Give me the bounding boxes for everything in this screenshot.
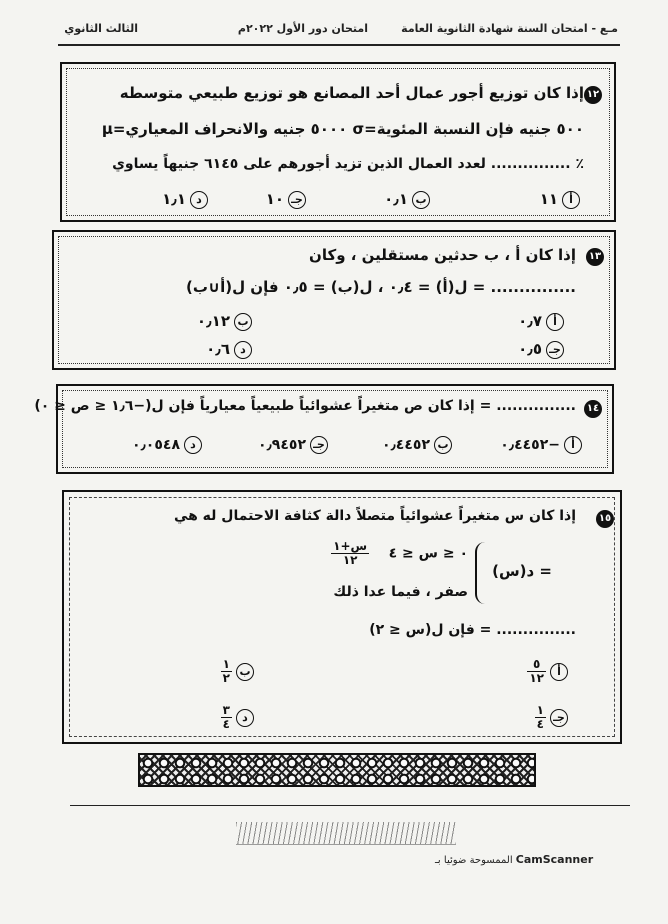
fraction-denominator: ٤ <box>536 717 544 731</box>
option-value: ٠٫١٢ <box>196 312 230 330</box>
question-text: إذا كان ص متغيراً عشوائياً طبيعياً معيارياً فإن ل(−١٫٦ ≤ ص ≤ ٠) = ............... <box>34 398 576 414</box>
answer-option[interactable] <box>162 190 208 209</box>
option-mark: د <box>184 436 202 454</box>
question-text: إذا كان توزيع أجور عمال أحد المصانع هو توزيع طبيعي متوسطه <box>119 84 584 102</box>
question-text: لعدد العمال الذين تزيد أجورهم على ٦١٤٥ جنيهاً يساوي ............... ٪ <box>112 156 584 172</box>
option-value: ٠٫٥ <box>518 340 542 358</box>
option-value: ٠٫٦ <box>206 340 230 358</box>
answer-option[interactable] <box>206 340 252 359</box>
answer-option[interactable] <box>540 190 580 209</box>
answer-option[interactable] <box>384 190 430 209</box>
option-fraction <box>221 658 232 685</box>
fraction-denominator: ١٢ <box>529 671 544 685</box>
option-mark: جـ <box>310 436 328 454</box>
answer-option[interactable] <box>518 312 564 331</box>
header-middle: امتحان دور الأول ٢٠٢٢م <box>237 22 368 35</box>
question-text: إذا كان س متغيراً عشوائياً متصلاً دالة كثافة الاحتمال له هي <box>173 508 576 524</box>
function-label: د(س) = <box>492 562 552 580</box>
answer-option[interactable] <box>266 190 306 209</box>
fraction-denominator: ٢ <box>222 671 230 685</box>
answer-option[interactable] <box>535 704 568 731</box>
option-value: ١٠ <box>265 190 284 208</box>
answer-option[interactable] <box>132 436 202 454</box>
answer-option[interactable] <box>197 312 252 331</box>
decorative-border-band <box>138 753 536 787</box>
option-value: ٠٫٩٤٥٢ <box>258 437 306 453</box>
fraction-denominator: ٤ <box>222 717 230 731</box>
page-header <box>58 22 618 42</box>
option-mark: جـ <box>550 709 568 727</box>
case-1-condition: ٠ ≤ س ≤ ٤ <box>388 545 468 562</box>
option-mark: ب <box>412 191 430 209</box>
option-value: ٠٫١ <box>384 190 408 208</box>
option-value: ٠٫٤٤٥٢ <box>382 437 430 453</box>
option-mark: د <box>190 191 208 209</box>
header-right: مـع - امتحان السنة شهادة الثانوية العامة <box>401 22 618 35</box>
fraction-numerator: ٥ <box>527 658 546 672</box>
option-fraction <box>527 658 546 685</box>
option-mark: ب <box>236 663 254 681</box>
option-mark: جـ <box>546 341 564 359</box>
fraction-numerator: ١ <box>222 657 230 671</box>
answer-option[interactable] <box>258 436 328 454</box>
question-number: ١٤ <box>584 400 602 418</box>
fraction-numerator: ٣ <box>222 703 230 717</box>
question-text: μ=٥٠٠٠ جنيه والانحراف المعياري σ=٥٠٠ جنيه فإن النسبة المئوية <box>101 120 584 138</box>
case-1-fraction <box>331 540 369 567</box>
watermark-prefix: الممسوحة ضوئيا بـ <box>435 855 513 866</box>
question-number: ١٢ <box>584 86 602 104</box>
piecewise-brace <box>475 542 489 604</box>
question-text: ل(أ) = ٠٫٤ ، ل(ب) = ٠٫٥ فإن ل(أ∪ب) = ............... <box>185 278 576 296</box>
option-fraction <box>221 704 232 731</box>
camscanner-watermark <box>435 853 593 866</box>
option-mark: د <box>234 341 252 359</box>
question-text: إذا كان أ ، ب حدثين مستقلين ، وكان <box>309 246 576 264</box>
header-left: الثالث الثانوي <box>64 22 138 35</box>
option-mark: د <box>236 709 254 727</box>
fraction-numerator: س+١ <box>333 539 368 553</box>
option-mark: أ <box>546 313 564 331</box>
footer-divider <box>70 805 630 806</box>
option-value: ٠٫٧ <box>518 312 542 330</box>
answer-option[interactable] <box>221 704 254 731</box>
piecewise-case-1 <box>331 540 468 567</box>
header-divider <box>58 44 620 46</box>
option-mark: ب <box>234 313 252 331</box>
option-mark: أ <box>550 663 568 681</box>
watermark-brand: CamScanner <box>515 853 594 866</box>
question-box-4-border <box>69 497 615 737</box>
answer-option[interactable] <box>500 436 582 454</box>
option-mark: جـ <box>288 191 306 209</box>
option-fraction <box>535 704 546 731</box>
fraction-denominator: ١٢ <box>342 553 358 567</box>
option-mark: ب <box>434 436 452 454</box>
fraction-numerator: ١ <box>536 703 544 717</box>
piecewise-case-2: صفر ، فيما عدا ذلك <box>333 584 468 600</box>
answer-option[interactable] <box>382 436 452 454</box>
answer-option[interactable] <box>221 658 254 685</box>
answer-option[interactable] <box>527 658 568 685</box>
option-value: ١٫١ <box>162 190 186 208</box>
option-value: −٠٫٤٤٥٢ <box>500 437 560 453</box>
signature-scribble <box>236 822 456 845</box>
option-value: ٠٫٠٥٤٨ <box>132 437 180 453</box>
question-text: فإن ل(س ≤ ٢) = ............... <box>369 622 576 638</box>
option-value: ١١ <box>539 190 558 208</box>
option-mark: أ <box>564 436 582 454</box>
question-number: ١٣ <box>586 248 604 266</box>
answer-option[interactable] <box>518 340 564 359</box>
question-number: ١٥ <box>596 510 614 528</box>
option-mark: أ <box>562 191 580 209</box>
